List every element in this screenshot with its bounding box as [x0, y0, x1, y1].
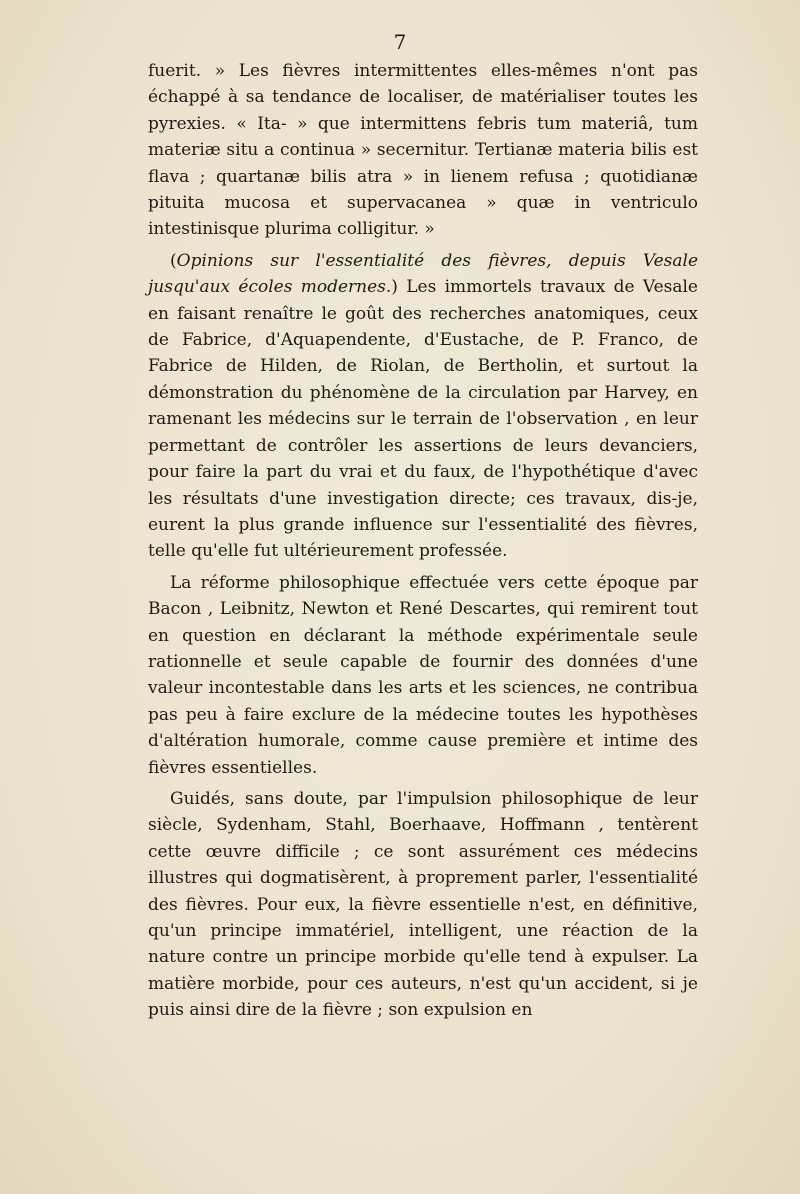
paragraph-text: La réforme philosophique effectuée vers cette époque par Bacon , Leibnitz, Newton et René Descartes, qui remirent tout en question en déclarant la méthode expérimentale seule rationnelle et seule capable de fournir des données d'une valeur incontestable dans les arts et les sciences, ne contribua pas peu à faire exclure de la médecine toutes les hypothèses d'altération humorale, comme cause première et intime des fièvres essentielles. — [148, 572, 698, 778]
section-heading: Opinions sur l'essentialité des fièvres, depuis Vesale jusqu'aux écoles modernes. — [148, 250, 698, 298]
paragraph-vesale: (Opinions sur l'essentialité des fièvres, depuis Vesale jusqu'aux écoles modernes.) Les immortels travaux de Vesale en faisant renaître le goût des recherches anatomiques, ceux de Fabrice, d'Aquapendente, d'Eustache, de P. Franco, de Fabrice de Hilden, de Riolan, de Bertholin, et surtout la démonstration du phénomène de la circulation par Harvey, en ramenant les médecins sur le terrain de l'observation , en leur permettant de contrôler les assertions de leurs devanciers, pour faire la part du vrai et du faux, de l'hypothétique d'avec les résultats d'une investigation directe; ces travaux, dis-je, eurent la plus grande influence sur l'essentialité des fièvres, telle qu'elle fut ultérieurement professée. — [148, 250, 698, 562]
page-number: 7 — [393, 30, 407, 54]
paragraph-text: Guidés, sans doute, par l'impulsion philosophique de leur siècle, Sydenham, Stahl, Boerhaave, Hoffmann , tentèrent cette œuvre difficile ; ce sont assurément ces médecins illustres qui dogmatisèrent, à proprement parler, l'essentialité des fièvres. Pour eux, la fièvre essentielle n'est, en définitive, qu'un principe immatériel, intelligent, une réaction de la nature contre un principe morbide qu'elle tend à expulser. La matière morbide, pour ces auteurs, n'est qu'un accident, si je puis ainsi dire de la fièvre ; son expulsion en — [148, 788, 698, 1021]
body-text — [148, 58, 698, 1029]
paragraph-text: Les immortels travaux de Vesale en faisant renaître le goût des recherches anatomiques, ceux de Fabrice, d'Aquapendente, d'Eustache, de P. Franco, de Fabrice de Hilden, de Riolan, de Bertholin, et surtout la démonstration du phénomène de la circulation par Harvey, en ramenant les médecins sur le terrain de l'observation , en leur permettant de contrôler les assertions de leurs devanciers, pour faire la part du vrai et du faux, de l'hypothétique d'avec les résultats d'une investigation directe; ces travaux, dis-je, eurent la plus grande influence sur l'essentialité des fièvres, telle qu'elle fut ultérieurement professée. — [148, 277, 698, 562]
paragraph-guides — [148, 786, 698, 1024]
paragraph-reforme — [148, 570, 698, 781]
paragraph-text: fuerit. » Les fièvres intermittentes elles-mêmes n'ont pas échappé à sa tendance de localiser, de matérialiser toutes les pyrexies. « Ita- » que intermittens febris tum materiâ, tum materiæ situ a continua » secernitur. Tertianæ materia bilis est flava ; quartanæ bilis atra » in lienem refusa ; quotidianæ pituita mucosa et supervacanea » quæ in ventriculo intestinisque plurima colligitur. » — [148, 61, 698, 240]
paragraph-continuation — [148, 58, 698, 243]
